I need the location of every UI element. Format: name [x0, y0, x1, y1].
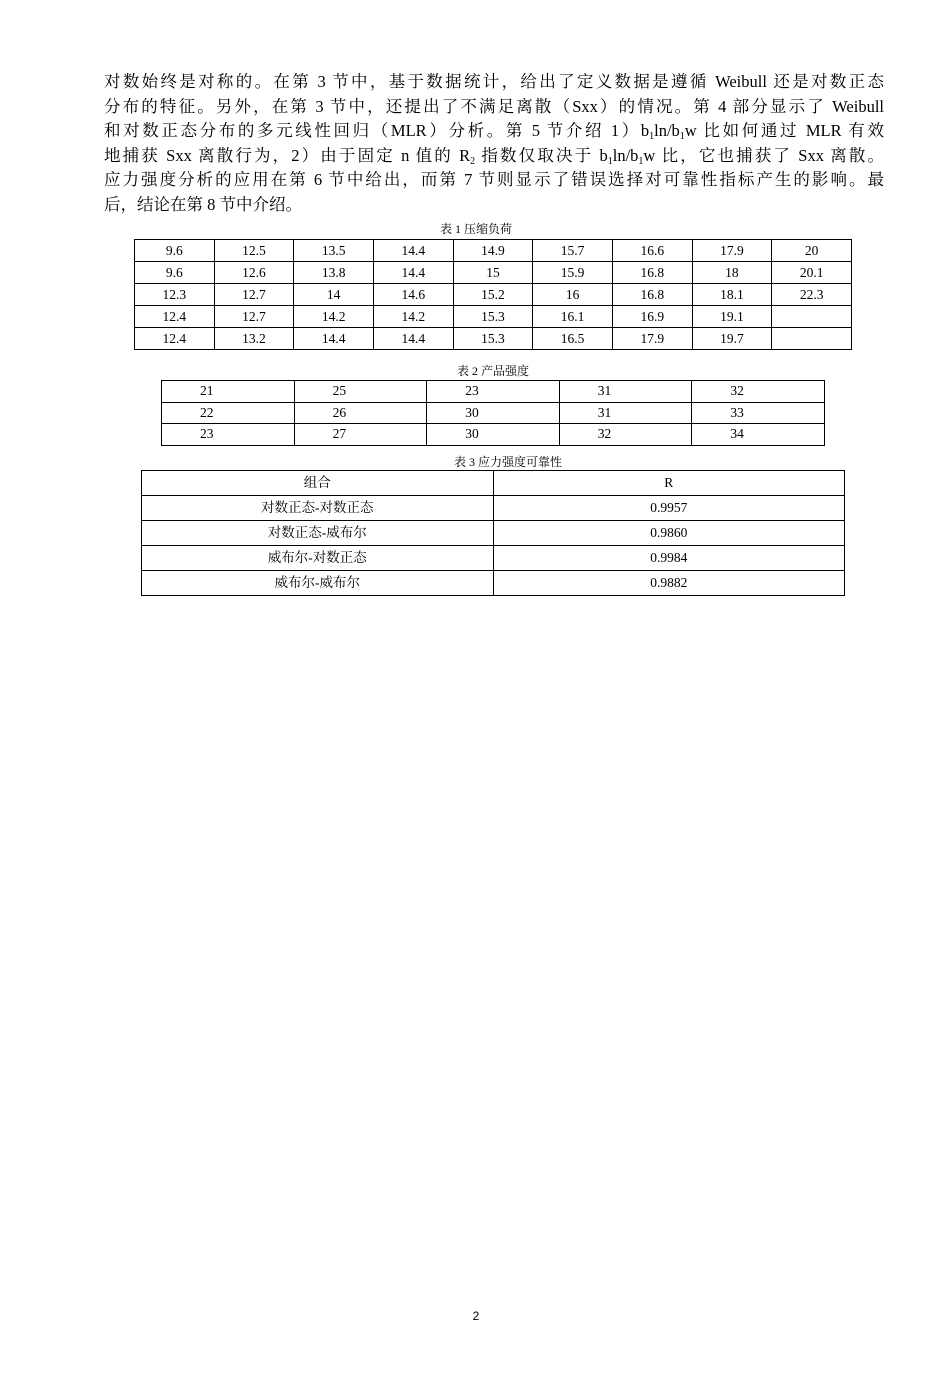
paragraph-line: 后，结论在第 8 节中介绍。 [104, 194, 302, 214]
table-cell: 15.3 [453, 328, 533, 350]
table-cell: 12.7 [214, 306, 294, 328]
text-run: w 比，它也捕获了 Sxx 离散。 [643, 145, 885, 165]
table-cell: 15.3 [453, 306, 533, 328]
table2-product-strength [161, 380, 825, 446]
table-cell: 32 [692, 381, 825, 403]
table2-caption: 表 2 产品强度 [456, 364, 529, 378]
text-run: w 比如何通过 MLR 有效 [684, 121, 885, 141]
table-cell: 17.9 [692, 240, 772, 262]
table-cell: 18 [692, 262, 772, 284]
paragraph-line [104, 144, 884, 169]
table-cell: 27 [294, 424, 427, 446]
table-header-row [142, 471, 845, 496]
table-cell: 15 [453, 262, 533, 284]
table-cell: 20 [772, 240, 852, 262]
table-cell: 0.9984 [493, 546, 845, 571]
table-cell: 33 [692, 402, 825, 424]
table-row [142, 521, 845, 546]
table-cell: 17.9 [612, 328, 692, 350]
table-cell: 对数正态-威布尔 [142, 521, 494, 546]
table-row [135, 240, 852, 262]
table-cell: 9.6 [135, 240, 215, 262]
table1-caption: 表 1 压缩负荷 [439, 222, 512, 236]
table-cell: 15.9 [533, 262, 613, 284]
table-cell: 23 [162, 424, 295, 446]
table-cell: 30 [427, 424, 560, 446]
paragraph-line: 对数始终是对称的。在第 3 节中，基于数据统计，给出了定义数据是遵循 Weibull 还是对数正态 [104, 72, 884, 91]
table-cell: 14.4 [373, 262, 453, 284]
table-cell [772, 328, 852, 350]
table-cell: 16.1 [533, 306, 613, 328]
table-cell: 32 [559, 424, 692, 446]
table-cell: 14.4 [373, 240, 453, 262]
table-cell: 14.2 [294, 306, 374, 328]
table-cell: 12.4 [135, 328, 215, 350]
table1-compression-load [134, 239, 852, 350]
table-cell: 15.7 [533, 240, 613, 262]
table-cell: 23 [427, 381, 560, 403]
table-cell: 14 [294, 284, 374, 306]
text-run: ln/b [612, 145, 639, 165]
table-row [142, 496, 845, 521]
table-cell: 25 [294, 381, 427, 403]
table-cell: 0.9882 [493, 571, 845, 596]
table3-stress-strength-reliability [141, 470, 845, 596]
table-cell: 16.6 [612, 240, 692, 262]
paragraph-line [104, 119, 884, 144]
paragraph-line: 分布的特征。另外，在第 3 节中，还提出了不满足离散（Sxx）的情况。第 4 部分显示了 Weibull [104, 96, 884, 116]
table-cell: 对数正态-对数正态 [142, 496, 494, 521]
table-cell: 19.7 [692, 328, 772, 350]
table-cell: 9.6 [135, 262, 215, 284]
text-run: 指数仅取决于 b [475, 145, 608, 165]
table-cell: 12.4 [135, 306, 215, 328]
header-cell: 组合 [142, 471, 494, 496]
table-cell: 22.3 [772, 284, 852, 306]
body-paragraph [104, 70, 884, 218]
table3-caption: 表 3 应力强度可靠性 [453, 455, 562, 469]
table-row [142, 546, 845, 571]
subscript: 1 [607, 155, 613, 167]
table-cell: 16 [533, 284, 613, 306]
subscript: 1 [679, 131, 685, 143]
table-cell: 16.5 [533, 328, 613, 350]
table-cell: 31 [559, 402, 692, 424]
table-row [162, 424, 825, 446]
table-cell: 威布尔-威布尔 [142, 571, 494, 596]
table-cell: 13.8 [294, 262, 374, 284]
text-run: b [640, 121, 650, 141]
table-cell: 16.8 [612, 284, 692, 306]
text-run: 地捕获 Sxx 离散行为，2）由于固定 n 值的 R [104, 145, 471, 165]
table-cell: 14.4 [373, 328, 453, 350]
table-cell: 18.1 [692, 284, 772, 306]
table-cell: 21 [162, 381, 295, 403]
table-cell: 14.6 [373, 284, 453, 306]
table-cell: 15.2 [453, 284, 533, 306]
paragraph-line: 应力强度分析的应用在第 6 节中给出，而第 7 节则显示了错误选择对可靠性指标产生的影响。最 [104, 170, 884, 190]
table-cell: 14.4 [294, 328, 374, 350]
text-run: 和对数正态分布的多元线性回归（MLR）分析。第 5 节介绍 1） [104, 121, 641, 141]
text-run: ln/b [654, 121, 680, 141]
table-cell: 31 [559, 381, 692, 403]
table-row [135, 262, 852, 284]
table-cell: 16.9 [612, 306, 692, 328]
table-cell: 12.7 [214, 284, 294, 306]
table-cell: 14.9 [453, 240, 533, 262]
table-row [142, 571, 845, 596]
table-row [135, 328, 852, 350]
subscript: 2 [470, 155, 476, 167]
table-cell: 19.1 [692, 306, 772, 328]
header-cell: R [493, 471, 845, 496]
table-row [135, 306, 852, 328]
table-cell [772, 306, 852, 328]
table-cell: 13.2 [214, 328, 294, 350]
table-cell: 14.2 [373, 306, 453, 328]
table-cell: 20.1 [772, 262, 852, 284]
table-cell: 34 [692, 424, 825, 446]
table-cell: 威布尔-对数正态 [142, 546, 494, 571]
subscript: 1 [638, 155, 644, 167]
table-cell: 12.5 [214, 240, 294, 262]
page-number: 2 [472, 1309, 480, 1323]
table-cell: 13.5 [294, 240, 374, 262]
table-row [135, 284, 852, 306]
table-cell: 30 [427, 402, 560, 424]
subscript: 1 [649, 131, 655, 143]
table-cell: 26 [294, 402, 427, 424]
table-row [162, 381, 825, 403]
table-cell: 12.3 [135, 284, 215, 306]
table-cell: 22 [162, 402, 295, 424]
table-row [162, 402, 825, 424]
table-cell: 0.9860 [493, 521, 845, 546]
table-cell: 16.8 [612, 262, 692, 284]
table-cell: 0.9957 [493, 496, 845, 521]
table-cell: 12.6 [214, 262, 294, 284]
